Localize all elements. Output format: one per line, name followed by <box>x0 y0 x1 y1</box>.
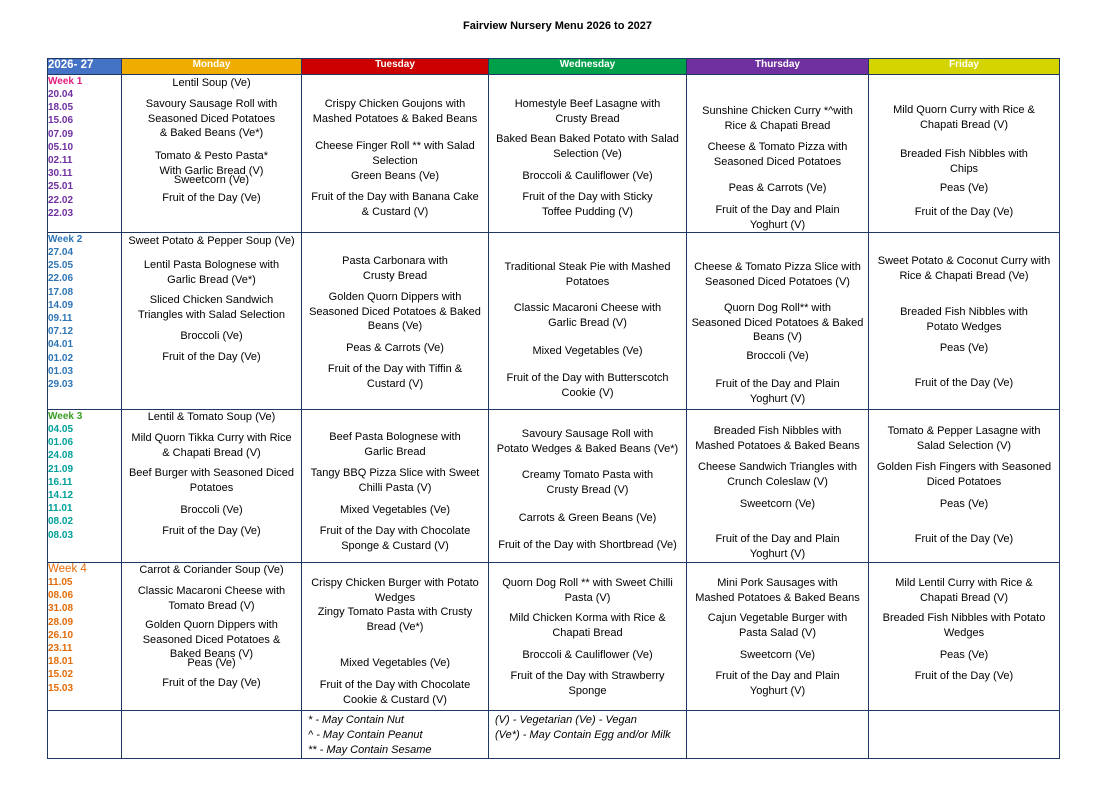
week-date: 11.05 <box>48 577 73 588</box>
menu-item: Tomato & Pepper Lasagne with Salad Selection (V) <box>887 425 1041 452</box>
menu-item: Fruit of the Day and Plain Yoghurt (V) <box>715 378 840 405</box>
menu-item: Fruit of the Day with Chocolate Sponge & Custard (V) <box>319 525 471 552</box>
menu-item: Mild Quorn Curry with Rice & Chapati Bread (V) <box>893 104 1035 131</box>
week-date: 18.05 <box>48 102 74 114</box>
week-date: 07.12 <box>48 326 74 338</box>
menu-item: Fruit of the Day with Butterscotch Cookie (V) <box>506 372 669 399</box>
allergen-key <box>302 711 489 759</box>
menu-item: Fruit of the Day (Ve) <box>162 351 261 363</box>
week-date: 15.02 <box>48 669 74 681</box>
key-sesame: ** - May Contain Sesame <box>308 744 432 756</box>
week-dates-cell <box>48 75 122 233</box>
week-date: 14.12 <box>48 490 74 502</box>
diet-key <box>489 711 687 759</box>
menu-cell-monday <box>122 75 302 233</box>
menu-item: Fruit of the Day with Banana Cake & Custard (V) <box>311 191 479 218</box>
week-date: 07.09 <box>48 128 74 140</box>
menu-item: Fruit of the Day with Shortbread (Ve) <box>498 539 677 551</box>
week-date: 01.02 <box>48 352 74 364</box>
menu-cell-wednesday <box>489 410 687 563</box>
menu-item: Savoury Sausage Roll with Seasoned Diced Potatoes & Baked Beans (Ve*) <box>145 98 278 139</box>
menu-item: Mild Quorn Tikka Curry with Rice & Chapati Bread (V) <box>131 432 292 459</box>
week-date: 14.09 <box>48 299 74 311</box>
menu-item: Peas & Carrots (Ve) <box>728 182 827 194</box>
week-row-2 <box>48 233 1060 410</box>
menu-item: Mini Pork Sausages with Mashed Potatoes & Baked Beans <box>695 577 860 604</box>
menu-cell-friday <box>869 563 1060 711</box>
week-date: 04.01 <box>48 339 74 351</box>
page-title: Fairview Nursery Menu 2026 to 2027 <box>463 20 652 32</box>
menu-item: Quorn Dog Roll ** with Sweet Chilli Pasta (V) <box>502 577 673 604</box>
week-date: 02.11 <box>48 155 73 167</box>
menu-item: Peas (Ve) <box>939 182 989 194</box>
week-date: 08.06 <box>48 590 74 602</box>
key-empty <box>122 711 302 759</box>
key-row <box>48 711 1060 759</box>
menu-item: Fruit of the Day (Ve) <box>162 525 261 537</box>
menu-cell-monday <box>122 233 302 410</box>
key-peanut: ^ - May Contain Peanut <box>308 729 423 741</box>
menu-item: Pasta Carbonara with Crusty Bread <box>342 255 448 282</box>
key-nut: * - May Contain Nut <box>308 714 404 726</box>
menu-item: Lentil Soup (Ve) <box>172 77 251 89</box>
menu-item: Sunshine Chicken Curry *^with Rice & Chapati Bread <box>702 105 853 132</box>
week-date: 24.08 <box>48 450 74 462</box>
menu-item: Peas (Ve) <box>939 498 989 510</box>
menu-item: Fruit of the Day (Ve) <box>162 192 261 204</box>
menu-item: Green Beans (Ve) <box>350 170 440 182</box>
week-label: Week 1 <box>48 76 83 87</box>
menu-item: Mixed Vegetables (Ve) <box>339 657 451 669</box>
week-label: Week 2 <box>48 234 83 245</box>
week-date: 29.03 <box>48 379 74 391</box>
menu-item: Mild Lentil Curry with Rice & Chapati Bread (V) <box>895 577 1033 604</box>
menu-cell-thursday <box>687 233 869 410</box>
week-date: 25.05 <box>48 260 74 272</box>
week-date: 25.01 <box>48 181 74 193</box>
day-header-friday: Friday <box>869 59 1060 75</box>
menu-item: Cheese Sandwich Triangles with Crunch Coleslaw (V) <box>698 461 857 488</box>
menu-item: Fruit of the Day (Ve) <box>914 377 1014 389</box>
week-date: 31.08 <box>48 603 74 615</box>
menu-item: Sweetcorn (Ve) <box>173 174 250 186</box>
menu-item: Beef Burger with Seasoned Diced Potatoes <box>128 467 295 494</box>
menu-item: Mixed Vegetables (Ve) <box>532 345 643 357</box>
menu-item: Broccoli (Ve) <box>180 504 243 516</box>
key-vegetarian-vegan: (V) - Vegetarian (Ve) - Vegan <box>495 714 637 726</box>
week-date: 08.03 <box>48 529 74 541</box>
menu-item: Quorn Dog Roll** with Seasoned Diced Potatoes & Baked Beans (V) <box>691 302 864 343</box>
menu-cell-monday <box>122 563 302 711</box>
menu-item: Mixed Vegetables (Ve) <box>339 504 451 516</box>
menu-item: Lentil & Tomato Soup (Ve) <box>147 411 276 423</box>
menu-item: Breaded Fish Nibbles with Potato Wedges <box>882 612 1046 639</box>
menu-item: Sweet Potato & Coconut Curry with Rice & Chapati Bread (Ve) <box>877 255 1051 282</box>
menu-item: Breaded Fish Nibbles with Mashed Potatoes & Baked Beans <box>695 425 860 452</box>
menu-item: Peas (Ve) <box>187 657 236 669</box>
menu-cell-tuesday <box>302 410 489 563</box>
menu-item: Golden Fish Fingers with Seasoned Diced Potatoes <box>876 461 1052 488</box>
menu-cell-friday <box>869 410 1060 563</box>
menu-cell-monday <box>122 410 302 563</box>
menu-item: Fruit of the Day with Sticky Toffee Pudding (V) <box>522 191 653 218</box>
key-egg-milk: (Ve*) - May Contain Egg and/or Milk <box>495 729 671 741</box>
menu-item: Mild Chicken Korma with Rice & Chapati Bread <box>509 612 666 639</box>
week-date: 23.11 <box>48 643 73 655</box>
menu-cell-thursday <box>687 75 869 233</box>
week-date: 27.04 <box>48 247 74 258</box>
day-header-monday: Monday <box>122 59 302 75</box>
week-date: 01.06 <box>48 437 74 449</box>
week-date: 17.08 <box>48 286 74 298</box>
menu-item: Sweet Potato & Pepper Soup (Ve) <box>128 235 295 247</box>
key-empty <box>48 711 122 759</box>
menu-item: Tangy BBQ Pizza Slice with Sweet Chilli Pasta (V) <box>310 467 480 494</box>
week-date: 26.10 <box>48 629 74 641</box>
menu-item: Homestyle Beef Lasagne with Crusty Bread <box>514 98 661 125</box>
menu-item: Fruit of the Day with Tiffin & Custard (V) <box>327 363 463 390</box>
day-header-thursday: Thursday <box>687 59 869 75</box>
week-label: Week 3 <box>48 411 83 422</box>
menu-item: Broccoli & Cauliflower (Ve) <box>522 649 653 661</box>
week-date: 20.04 <box>48 89 74 100</box>
week-date: 15.06 <box>48 115 74 127</box>
menu-cell-wednesday <box>489 563 687 711</box>
menu-item: Lentil Pasta Bolognese with Garlic Bread (Ve*) <box>143 259 280 286</box>
menu-table <box>47 58 1060 759</box>
menu-item: Beef Pasta Bolognese with Garlic Bread <box>329 431 461 458</box>
menu-item: Fruit of the Day (Ve) <box>914 206 1014 218</box>
week-date: 18.01 <box>48 656 74 668</box>
menu-item: Fruit of the Day with Chocolate Cookie & Custard (V) <box>319 679 471 706</box>
menu-cell-wednesday <box>489 75 687 233</box>
menu-item: Cheese Finger Roll ** with Salad Selection <box>315 140 475 167</box>
key-empty <box>687 711 869 759</box>
menu-item: Classic Macaroni Cheese with Tomato Bread (V) <box>137 585 286 612</box>
week-dates-cell <box>48 233 122 410</box>
menu-item: Broccoli (Ve) <box>746 350 809 362</box>
menu-item: Tomato & Pesto Pasta* With Garlic Bread (V) <box>154 150 269 177</box>
menu-item: Zingy Tomato Pasta with Crusty Bread (Ve*) <box>317 606 473 633</box>
menu-item: Fruit of the Day and Plain Yoghurt (V) <box>715 204 840 231</box>
week-date: 08.02 <box>48 516 74 528</box>
menu-item: Fruit of the Day (Ve) <box>162 677 261 689</box>
menu-item: Crispy Chicken Burger with Potato Wedges <box>311 577 479 604</box>
menu-item: Cajun Vegetable Burger with Pasta Salad (V) <box>707 612 848 639</box>
week-date: 15.03 <box>48 682 74 694</box>
menu-item: Sliced Chicken Sandwich Triangles with Salad Selection <box>138 294 285 321</box>
menu-item: Savoury Sausage Roll with Potato Wedges & Baked Beans (Ve*) <box>496 428 679 455</box>
menu-item: Peas & Carrots (Ve) <box>346 342 444 354</box>
menu-item: Baked Bean Baked Potato with Salad Selection (Ve) <box>496 133 679 160</box>
menu-item: Breaded Fish Nibbles with Chips <box>900 148 1028 175</box>
key-empty <box>869 711 1060 759</box>
menu-item: Fruit of the Day (Ve) <box>914 670 1014 682</box>
year-label: 2026- 27 <box>48 59 122 75</box>
menu-cell-thursday <box>687 563 869 711</box>
day-header-wednesday: Wednesday <box>489 59 687 75</box>
week-date: 11.01 <box>48 503 73 515</box>
week-date: 30.11 <box>48 168 73 180</box>
menu-cell-tuesday <box>302 563 489 711</box>
week-date: 22.06 <box>48 273 74 285</box>
week-dates-cell <box>48 563 122 711</box>
week-date: 01.03 <box>48 365 74 377</box>
menu-item: Cheese & Tomato Pizza Slice with Seasoned Diced Potatoes (V) <box>694 261 861 288</box>
menu-item: Sweetcorn (Ve) <box>739 498 816 510</box>
week-dates-cell <box>48 410 122 563</box>
menu-item: Sweetcorn (Ve) <box>739 649 816 661</box>
week-label: Week 4 <box>48 563 87 575</box>
menu-cell-friday <box>869 75 1060 233</box>
menu-item: Carrots & Green Beans (Ve) <box>518 512 657 524</box>
week-date: 21.09 <box>48 463 74 475</box>
menu-item: Breaded Fish Nibbles with Potato Wedges <box>900 306 1028 333</box>
week-date: 04.05 <box>48 424 74 435</box>
day-header-tuesday: Tuesday <box>302 59 489 75</box>
menu-item: Peas (Ve) <box>939 649 989 661</box>
menu-item: Golden Quorn Dippers with Seasoned Diced Potatoes & Baked Beans (Ve) <box>309 291 481 332</box>
week-date: 22.03 <box>48 207 74 219</box>
menu-item: Cheese & Tomato Pizza with Seasoned Diced Potatoes <box>707 141 848 168</box>
menu-cell-tuesday <box>302 75 489 233</box>
week-row-4 <box>48 563 1060 711</box>
menu-item: Fruit of the Day with Strawberry Sponge <box>510 670 665 697</box>
menu-item: Carrot & Coriander Soup (Ve) <box>139 564 284 576</box>
menu-item: Broccoli (Ve) <box>180 330 243 342</box>
menu-item: Creamy Tomato Pasta with Crusty Bread (V) <box>521 469 654 496</box>
menu-item: Fruit of the Day and Plain Yoghurt (V) <box>715 670 840 697</box>
menu-item: Broccoli & Cauliflower (Ve) <box>522 170 653 182</box>
menu-cell-wednesday <box>489 233 687 410</box>
week-date: 09.11 <box>48 313 73 325</box>
week-date: 05.10 <box>48 141 74 153</box>
menu-item: Peas (Ve) <box>939 342 989 354</box>
menu-cell-thursday <box>687 410 869 563</box>
menu-item: Crispy Chicken Goujons with Mashed Potatoes & Baked Beans <box>312 98 478 125</box>
menu-item: Fruit of the Day and Plain Yoghurt (V) <box>715 533 840 560</box>
week-date: 28.09 <box>48 616 74 628</box>
week-date: 16.11 <box>48 476 73 488</box>
menu-item: Golden Quorn Dippers with Seasoned Diced Potatoes & Baked Beans (V) <box>142 619 281 660</box>
menu-item: Traditional Steak Pie with Mashed Potatoes <box>504 261 671 288</box>
menu-cell-friday <box>869 233 1060 410</box>
week-row-1 <box>48 75 1060 233</box>
menu-cell-tuesday <box>302 233 489 410</box>
menu-item: Classic Macaroni Cheese with Garlic Bread (V) <box>513 302 662 329</box>
menu-item: Fruit of the Day (Ve) <box>914 533 1014 545</box>
header-row <box>48 59 1060 75</box>
week-date: 22.02 <box>48 194 74 206</box>
week-row-3 <box>48 410 1060 563</box>
